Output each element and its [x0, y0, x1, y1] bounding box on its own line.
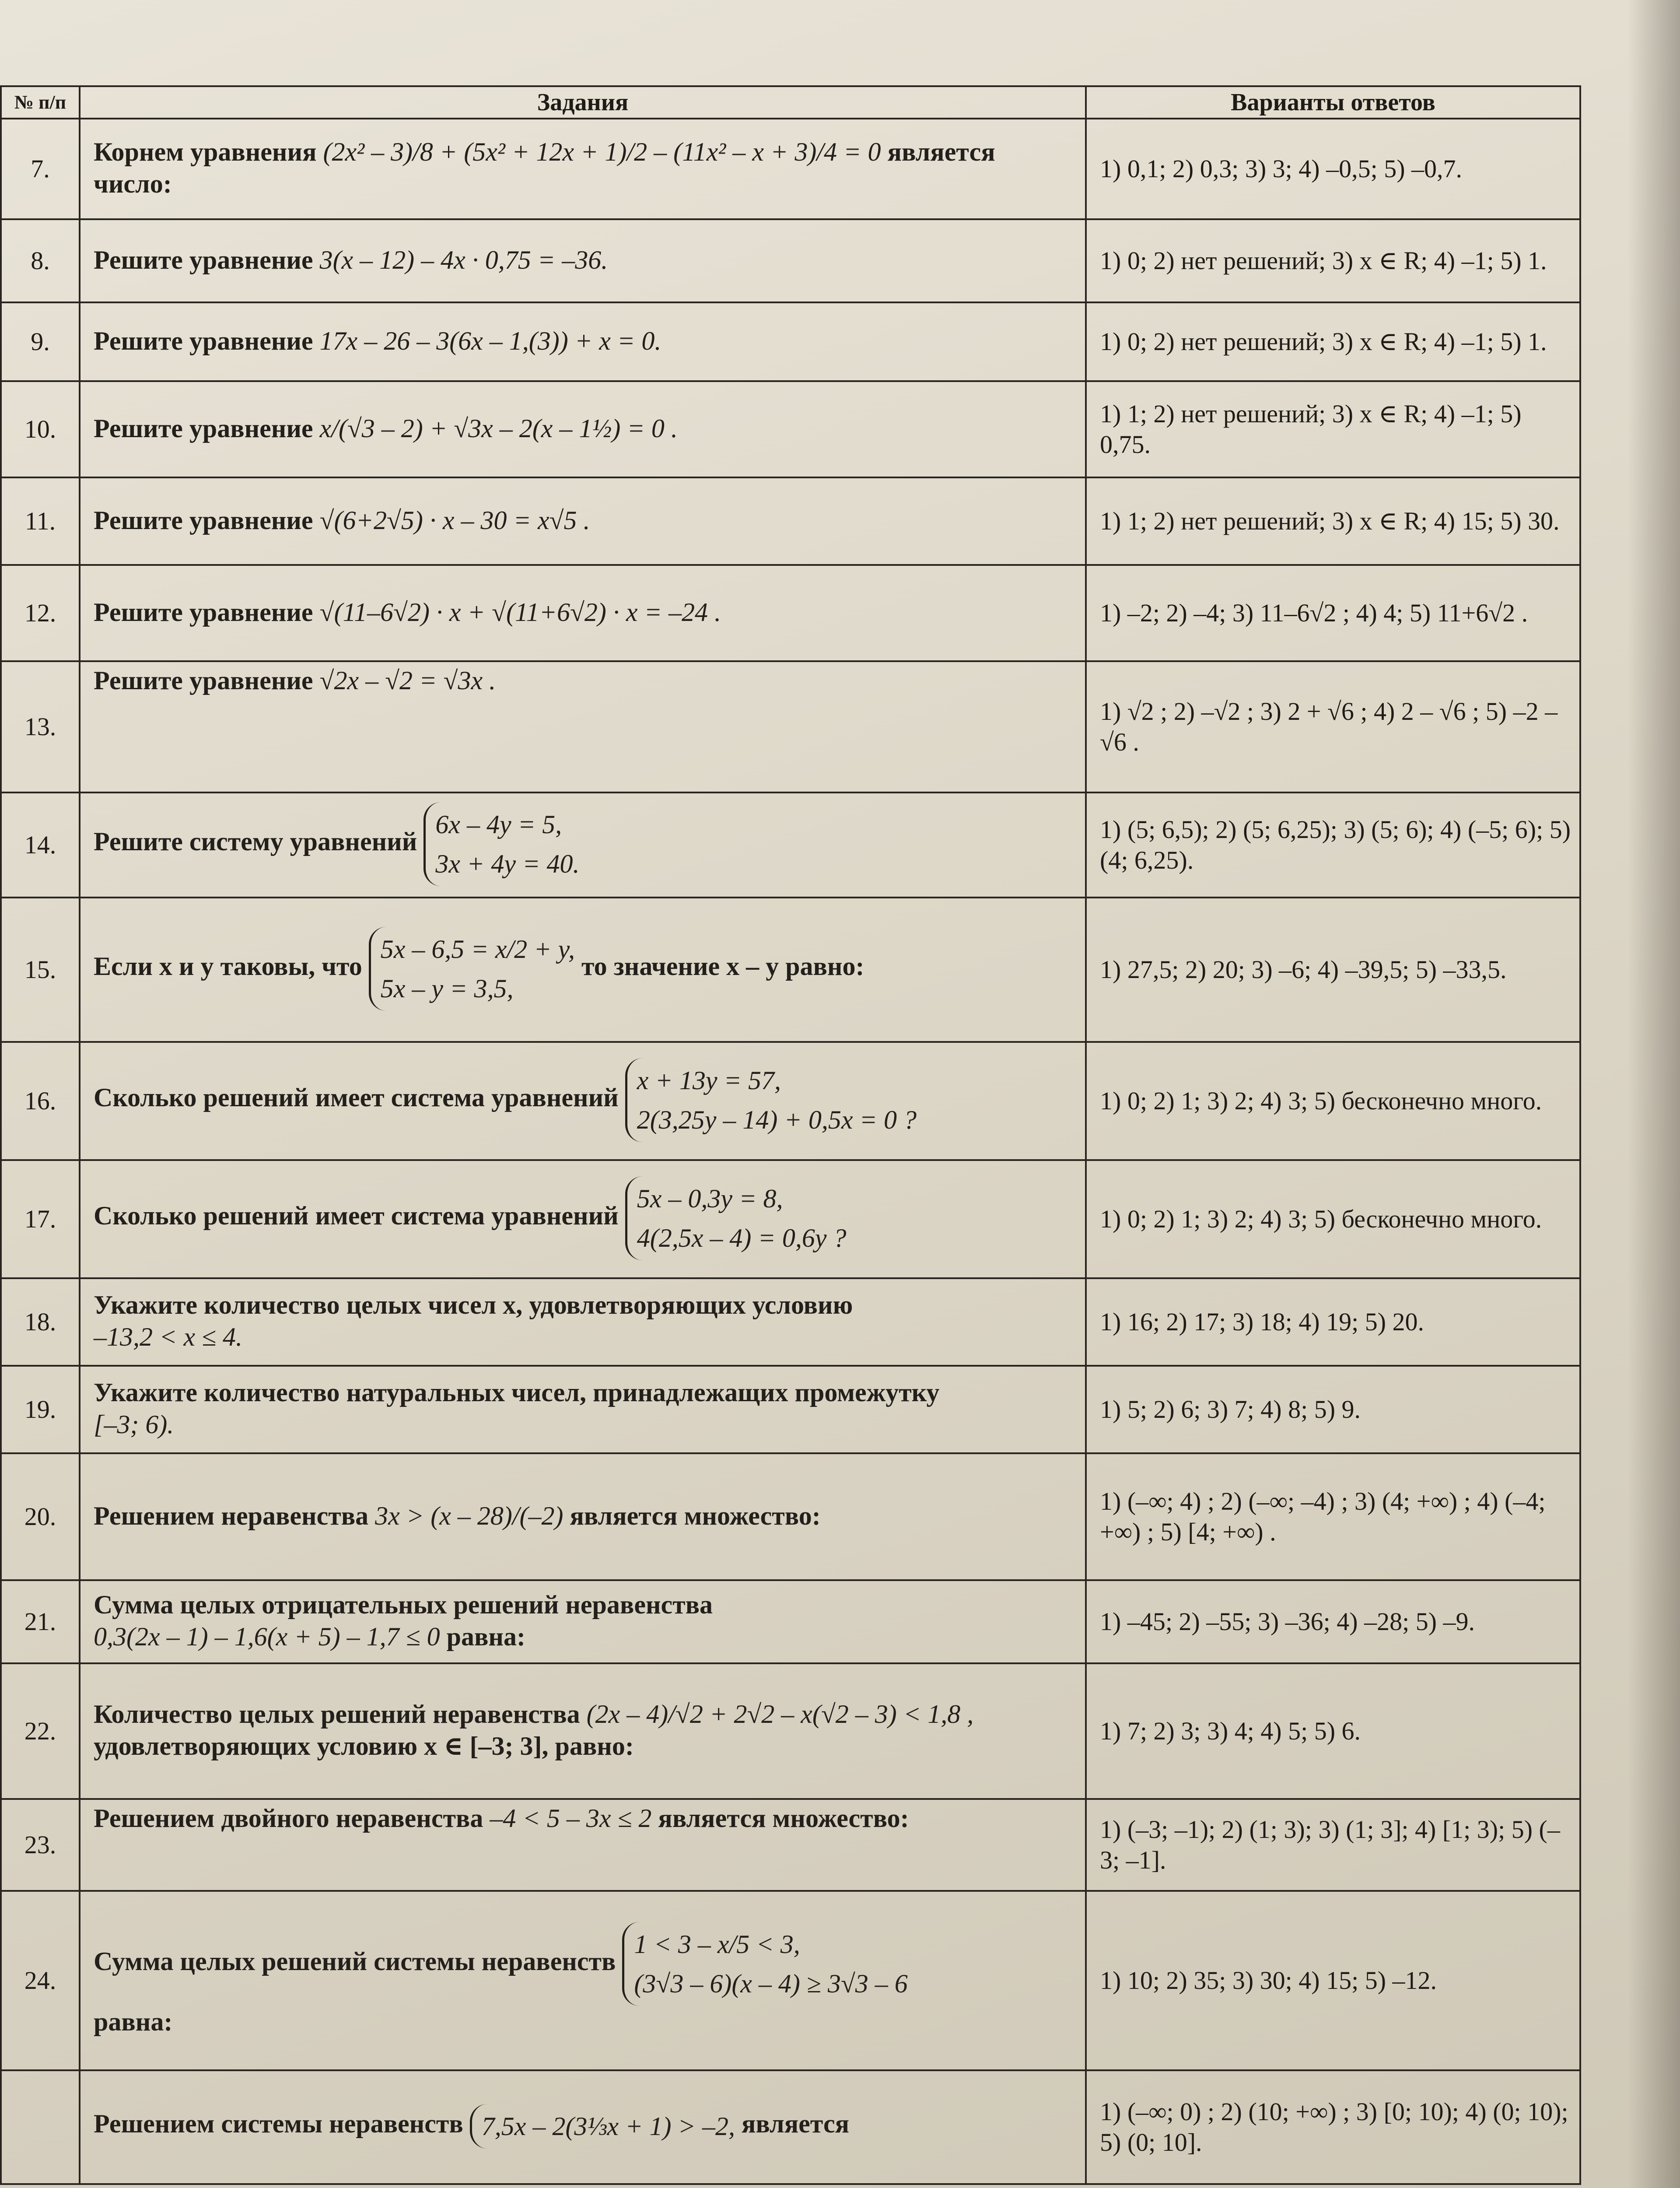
answer-options: 1) 0; 2) нет решений; 3) x ∈ R; 4) –1; 5) 1.	[1086, 302, 1580, 381]
answer-options: 1) (5; 6,5); 2) (5; 6,25); 3) (5; 6); 4) (–5; 6); 5) (4; 6,25).	[1086, 792, 1580, 898]
task-number: 19.	[1, 1366, 80, 1453]
answer-options: 1) –2; 2) –4; 3) 11–6√2 ; 4) 4; 5) 11+6√2 .	[1086, 565, 1580, 661]
task-formula: √(6+2√5) · x – 30 = x√5 .	[319, 505, 590, 535]
table-row	[1, 477, 1580, 565]
table-row	[1, 1042, 1580, 1160]
task-formula: 3(x – 12) – 4x · 0,75 = –36.	[319, 245, 608, 274]
task-number: 14.	[1, 792, 80, 898]
task-text: Корнем уравнения (2x² – 3)/8 + (5x² + 12x + 1)/2 – (11x² – x + 3)/4 = 0 является число:	[80, 119, 1086, 219]
table-row	[1, 1366, 1580, 1453]
table-row	[1, 119, 1580, 219]
answer-options: 1) 10; 2) 35; 3) 30; 4) 15; 5) –12.	[1086, 1891, 1580, 2070]
header-number: № п/п	[1, 86, 80, 119]
task-text: Сумма целых решений системы неравенств 1 < 3 – x/5 < 3, (3√3 – 6)(x – 4) ≥ 3√3 – 6 равна:	[80, 1891, 1086, 2070]
table-row	[1, 1453, 1580, 1580]
table-row	[1, 219, 1580, 302]
table-row	[1, 898, 1580, 1042]
task-text: Если x и y таковы, что 5x – 6,5 = x/2 + y, 5x – y = 3,5, то значение x – y равно:	[80, 898, 1086, 1042]
task-number: 17.	[1, 1160, 80, 1278]
task-number: 11.	[1, 477, 80, 565]
answer-options: 1) (–∞; 4) ; 2) (–∞; –4) ; 3) (4; +∞) ; 4) (–4; +∞) ; 5) [4; +∞) .	[1086, 1453, 1580, 1580]
answer-options: 1) 16; 2) 17; 3) 18; 4) 19; 5) 20.	[1086, 1278, 1580, 1366]
task-formula: √(11–6√2) · x + √(11+6√2) · x = –24 .	[319, 597, 721, 627]
task-formula: √2x – √2 = √3x .	[319, 666, 496, 695]
answer-options: 1) 7; 2) 3; 3) 4; 4) 5; 5) 6.	[1086, 1663, 1580, 1799]
task-number: 21.	[1, 1580, 80, 1663]
answer-options: 1) –45; 2) –55; 3) –36; 4) –28; 5) –9.	[1086, 1580, 1580, 1663]
task-formula: 17x – 26 – 3(6x – 1,(3)) + x = 0.	[319, 326, 662, 355]
table-row	[1, 1799, 1580, 1891]
task-number: 7.	[1, 119, 80, 219]
answer-options: 1) (–∞; 0) ; 2) (10; +∞) ; 3) [0; 10); 4) (0; 10); 5) (0; 10].	[1086, 2070, 1580, 2184]
task-number: 16.	[1, 1042, 80, 1160]
task-number: 22.	[1, 1663, 80, 1799]
task-text: Решением системы неравенств 7,5x – 2(3⅓x + 1) > –2, является	[80, 2070, 1086, 2184]
task-text: Решите систему уравнений 6x – 4y = 5, 3x + 4y = 40.	[80, 792, 1086, 898]
equation-system: 6x – 4y = 5, 3x + 4y = 40.	[424, 802, 579, 886]
task-text: Сумма целых отрицательных решений неравенства 0,3(2x – 1) – 1,6(x + 5) – 1,7 ≤ 0 равна:	[80, 1580, 1086, 1663]
table-row	[1, 381, 1580, 477]
task-number	[1, 2070, 80, 2184]
task-formula: [–3; 6).	[94, 1410, 174, 1439]
task-text: Решите уравнение √(6+2√5) · x – 30 = x√5 .	[80, 477, 1086, 565]
table-row	[1, 2070, 1580, 2184]
answer-options: 1) 1; 2) нет решений; 3) x ∈ R; 4) 15; 5) 30.	[1086, 477, 1580, 565]
task-text: Решением двойного неравенства –4 < 5 – 3x ≤ 2 является множество:	[80, 1799, 1086, 1891]
header-task: Задания	[80, 86, 1086, 119]
task-text: Количество целых решений неравенства (2x – 4)/√2 + 2√2 – x(√2 – 3) < 1,8 , удовлетворяющих условию x ∈ [–3; 3], равно:	[80, 1663, 1086, 1799]
table-row	[1, 1663, 1580, 1799]
table-row	[1, 1160, 1580, 1278]
task-formula: (2x – 4)/√2 + 2√2 – x(√2 – 3) < 1,8 ,	[586, 1700, 974, 1729]
task-text: Решите уравнение √2x – √2 = √3x .	[80, 661, 1086, 792]
task-number: 23.	[1, 1799, 80, 1891]
answer-options: 1) 1; 2) нет решений; 3) x ∈ R; 4) –1; 5) 0,75.	[1086, 381, 1580, 477]
task-text: Решите уравнение 17x – 26 – 3(6x – 1,(3)) + x = 0.	[80, 302, 1086, 381]
table-header-row	[1, 86, 1580, 119]
answer-options: 1) 0; 2) 1; 3) 2; 4) 3; 5) бесконечно много.	[1086, 1042, 1580, 1160]
table-row	[1, 1891, 1580, 2070]
header-answers: Варианты ответов	[1086, 86, 1580, 119]
answer-options: 1) 27,5; 2) 20; 3) –6; 4) –39,5; 5) –33,5.	[1086, 898, 1580, 1042]
task-formula: (2x² – 3)/8 + (5x² + 12x + 1)/2 – (11x² – x + 3)/4 = 0	[323, 137, 881, 167]
task-text: Решите уравнение x/(√3 – 2) + √3x – 2(x – 1½) = 0 .	[80, 381, 1086, 477]
inequality-system: 1 < 3 – x/5 < 3, (3√3 – 6)(x – 4) ≥ 3√3 – 6	[622, 1922, 907, 2006]
answer-options: 1) √2 ; 2) –√2 ; 3) 2 + √6 ; 4) 2 – √6 ; 5) –2 – √6 .	[1086, 661, 1580, 792]
table-row	[1, 1580, 1580, 1663]
equation-system: 5x – 6,5 = x/2 + y, 5x – y = 3,5,	[369, 927, 575, 1011]
task-text: Решите уравнение 3(x – 12) – 4x · 0,75 = –36.	[80, 219, 1086, 302]
task-formula: –4 < 5 – 3x ≤ 2	[490, 1804, 652, 1833]
table-row	[1, 565, 1580, 661]
task-number: 24.	[1, 1891, 80, 2070]
task-number: 13.	[1, 661, 80, 792]
answer-options: 1) 5; 2) 6; 3) 7; 4) 8; 5) 9.	[1086, 1366, 1580, 1453]
task-number: 10.	[1, 381, 80, 477]
task-formula: x/(√3 – 2) + √3x – 2(x – 1½) = 0 .	[319, 414, 678, 443]
task-number: 12.	[1, 565, 80, 661]
answer-options: 1) (–3; –1); 2) (1; 3); 3) (1; 3]; 4) [1; 3); 5) (–3; –1].	[1086, 1799, 1580, 1891]
task-text: Решением неравенства 3x > (x – 28)/(–2) является множество:	[80, 1453, 1086, 1580]
task-formula: –13,2 < x ≤ 4.	[94, 1322, 243, 1352]
answer-options: 1) 0,1; 2) 0,3; 3) 3; 4) –0,5; 5) –0,7.	[1086, 119, 1580, 219]
answer-options: 1) 0; 2) нет решений; 3) x ∈ R; 4) –1; 5) 1.	[1086, 219, 1580, 302]
task-number: 15.	[1, 898, 80, 1042]
task-text: Укажите количество натуральных чисел, принадлежащих промежутку [–3; 6).	[80, 1366, 1086, 1453]
task-number: 20.	[1, 1453, 80, 1580]
task-formula: 3x > (x – 28)/(–2)	[375, 1501, 564, 1530]
table-row	[1, 302, 1580, 381]
task-text: Сколько решений имеет система уравнений 5x – 0,3y = 8, 4(2,5x – 4) = 0,6y ?	[80, 1160, 1086, 1278]
task-text: Решите уравнение √(11–6√2) · x + √(11+6√2) · x = –24 .	[80, 565, 1086, 661]
task-text: Укажите количество целых чисел x, удовлетворяющих условию –13,2 < x ≤ 4.	[80, 1278, 1086, 1366]
task-table	[0, 85, 1581, 2185]
table-row	[1, 661, 1580, 792]
table-row	[1, 792, 1580, 898]
table-row	[1, 1278, 1580, 1366]
task-number: 18.	[1, 1278, 80, 1366]
task-formula: 0,3(2x – 1) – 1,6(x + 5) – 1,7 ≤ 0	[94, 1622, 440, 1652]
task-text: Сколько решений имеет система уравнений x + 13y = 57, 2(3,25y – 14) + 0,5x = 0 ?	[80, 1042, 1086, 1160]
task-number: 9.	[1, 302, 80, 381]
equation-system: 5x – 0,3y = 8, 4(2,5x – 4) = 0,6y ?	[625, 1176, 847, 1260]
page-edge-shadow	[1628, 0, 1680, 2188]
inequality-system: 7,5x – 2(3⅓x + 1) > –2,	[470, 2104, 735, 2149]
answer-options: 1) 0; 2) 1; 3) 2; 4) 3; 5) бесконечно много.	[1086, 1160, 1580, 1278]
equation-system: x + 13y = 57, 2(3,25y – 14) + 0,5x = 0 ?	[625, 1058, 917, 1142]
task-number: 8.	[1, 219, 80, 302]
